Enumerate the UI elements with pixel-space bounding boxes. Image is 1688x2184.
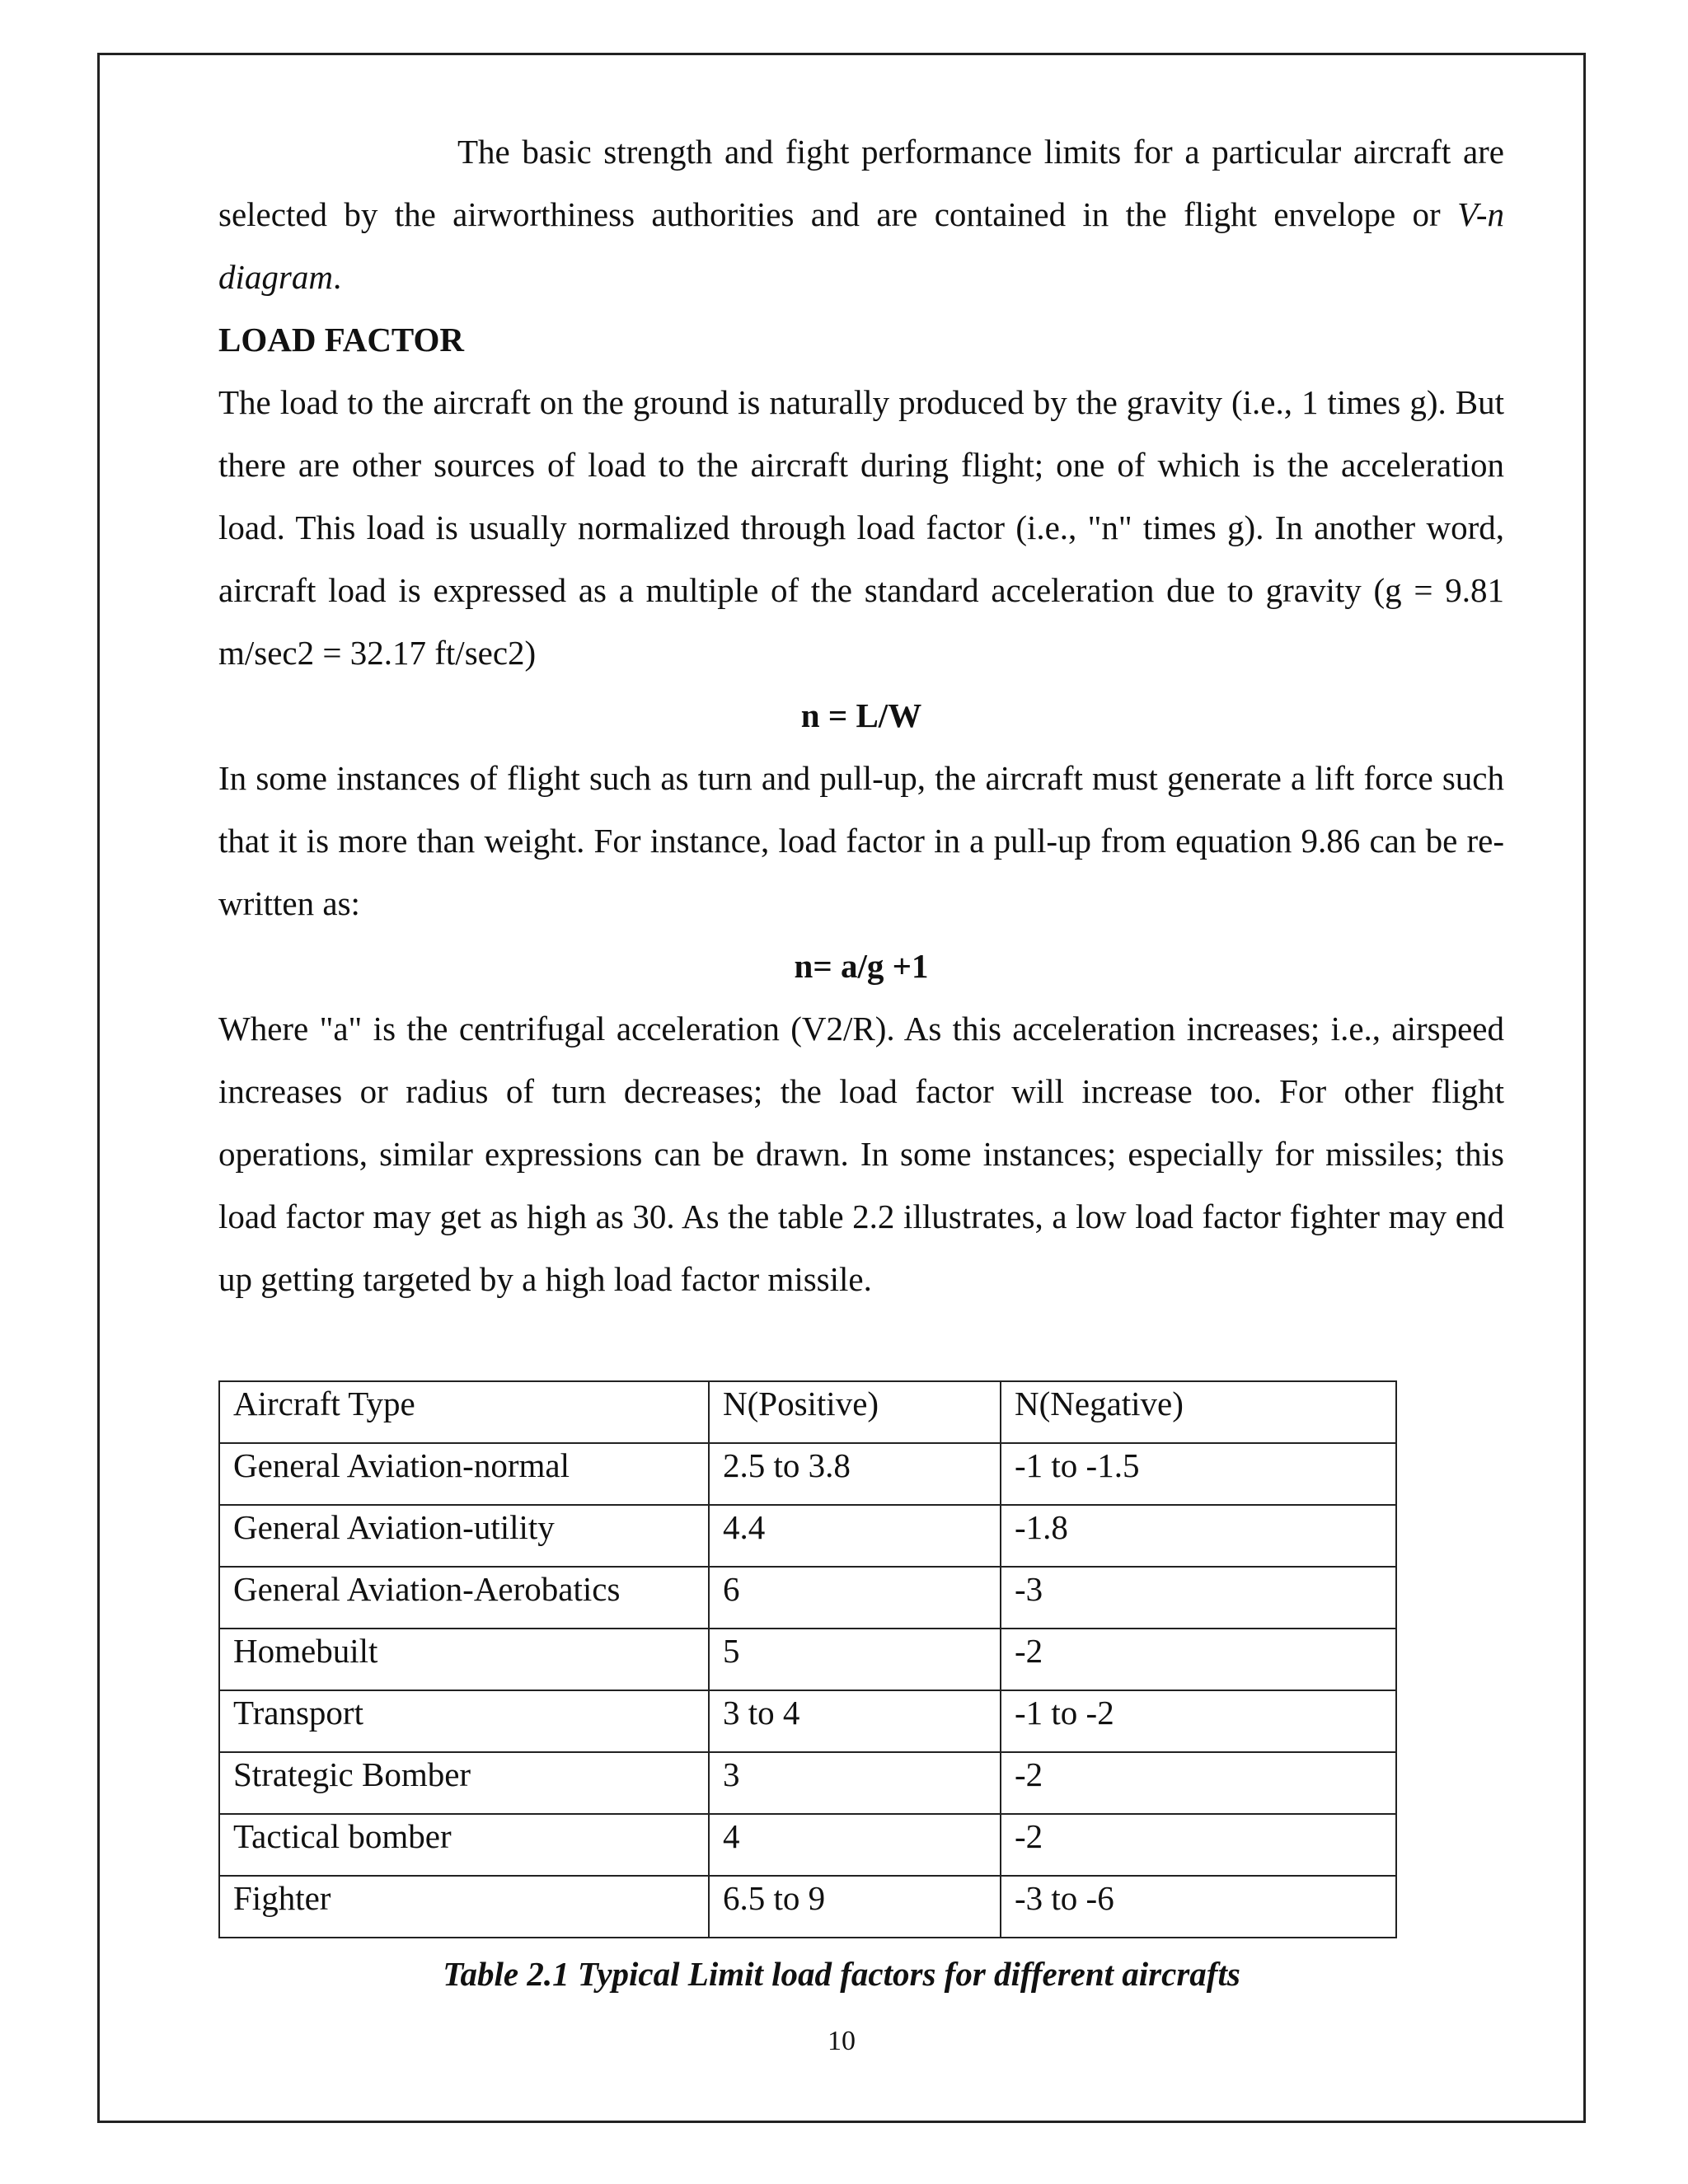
cell-n-positive: 6.5 to 9 [709,1876,1001,1938]
cell-n-negative: -2 [1001,1814,1396,1876]
cell-n-negative: -1 to -1.5 [1001,1443,1396,1505]
table-row [219,1567,1396,1629]
table-row [219,1814,1396,1876]
cell-n-positive: 3 [709,1752,1001,1814]
cell-n-negative: -1.8 [1001,1505,1396,1567]
cell-n-positive: 4 [709,1814,1001,1876]
intro-italic-term: V-n diagram [218,195,1504,296]
table-row [219,1505,1396,1567]
cell-aircraft-type: Tactical bomber [219,1814,709,1876]
cell-n-negative: -2 [1001,1629,1396,1690]
table-caption: Table 2.1 Typical Limit load factors for different aircrafts [443,1955,1240,1993]
table-row [219,1876,1396,1938]
header-n-positive: N(Positive) [709,1381,1001,1443]
cell-n-negative: -3 to -6 [1001,1876,1396,1938]
cell-aircraft-type: Strategic Bomber [219,1752,709,1814]
cell-n-positive: 4.4 [709,1505,1001,1567]
cell-n-negative: -3 [1001,1567,1396,1629]
paragraph-centrifugal: Where "a" is the centrifugal acceleration (V2/R). As this acceleration increases; i.e., airspeed increases or radius of turn decreases; the load factor will increase too. For other flight operations, similar expressions can be drawn. In some instances; especially for missiles; this load factor may get as high as 30. As the table 2.2 illustrates, a low load factor fighter may end up getting targeted by a high load factor missile. [218,1010,1504,1298]
header-n-negative: N(Negative) [1001,1381,1396,1443]
section-heading: LOAD FACTOR [218,321,465,359]
cell-n-positive: 5 [709,1629,1001,1690]
table-header-row [219,1381,1396,1443]
cell-aircraft-type: Homebuilt [219,1629,709,1690]
equation-load-factor: n = L/W [800,696,922,734]
cell-n-negative: -2 [1001,1752,1396,1814]
cell-aircraft-type: General Aviation-normal [219,1443,709,1505]
intro-paragraph [218,120,1504,308]
cell-aircraft-type: Transport [219,1690,709,1752]
load-factor-table [218,1380,1397,1938]
cell-n-positive: 3 to 4 [709,1690,1001,1752]
paragraph-gravity: The load to the aircraft on the ground is naturally produced by the gravity (i.e., 1 times g). But there are other sources of load to the aircraft during flight; one of which is the acceleration load. This load is usually normalized through load factor (i.e., "n" times g). In another word, aircraft load is expressed as a multiple of the standard acceleration due to gravity (g = 9.81 m/sec2 = 32.17 ft/sec2) [218,383,1504,672]
page-number: 10 [828,2026,856,2056]
table-row [219,1690,1396,1752]
equation-pull-up: n= a/g +1 [794,947,929,985]
cell-aircraft-type: General Aviation-utility [219,1505,709,1567]
cell-n-positive: 6 [709,1567,1001,1629]
table-row [219,1443,1396,1505]
cell-aircraft-type: Fighter [219,1876,709,1938]
page-content [218,120,1504,1310]
intro-text: The basic strength and fight performance limits for a particular aircraft are selected by the airworthiness authorities and are contained in the flight envelope or [218,133,1504,233]
paragraph-pull-up: In some instances of flight such as turn and pull-up, the aircraft must generate a lift force such that it is more than weight. For instance, load factor in a pull-up from equation 9.86 can be re-written as: [218,759,1504,922]
table-row [219,1629,1396,1690]
cell-n-negative: -1 to -2 [1001,1690,1396,1752]
cell-n-positive: 2.5 to 3.8 [709,1443,1001,1505]
cell-aircraft-type: General Aviation-Aerobatics [219,1567,709,1629]
header-aircraft-type: Aircraft Type [219,1381,709,1443]
table-row [219,1752,1396,1814]
intro-end: . [332,258,342,296]
